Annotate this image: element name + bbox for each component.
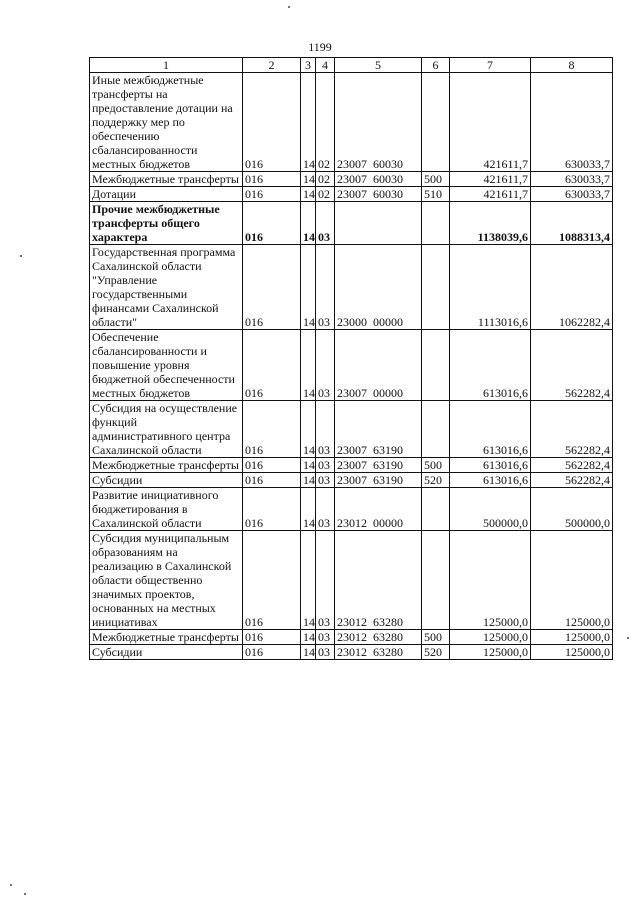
cell-subsection: 03 — [316, 645, 335, 660]
col-header-2: 2 — [243, 58, 301, 73]
cell-target: 23012 00000 — [335, 488, 422, 531]
cell-subsection: 03 — [316, 330, 335, 401]
cell-subsection: 02 — [316, 187, 335, 202]
table-row — [90, 458, 613, 473]
cell-y2021: 1062282,4 — [531, 245, 613, 330]
cell-subsection: 03 — [316, 245, 335, 330]
cell-kind — [422, 73, 450, 172]
cell-name: Субсидия муниципальным образованиям на реализацию в Сахалинской области общественно значимых проектов, основанных на местных инициативах — [90, 531, 243, 630]
cell-section: 14 — [301, 330, 316, 401]
cell-admin: 016 — [243, 172, 301, 187]
cell-name: Государственная программа Сахалинской области "Управление государственными финансами Сахалинской области" — [90, 245, 243, 330]
cell-y2021: 125000,0 — [531, 531, 613, 630]
cell-name: Субсидия на осуществление функций административного центра Сахалинской области — [90, 401, 243, 458]
cell-kind: 510 — [422, 187, 450, 202]
cell-y2020: 421611,7 — [450, 187, 531, 202]
cell-name: Иные межбюджетные трансферты на предоставление дотации на поддержку мер по обеспечению сбалансированности местных бюджетов — [90, 73, 243, 172]
cell-target: 23012 63280 — [335, 531, 422, 630]
cell-subsection: 03 — [316, 630, 335, 645]
cell-name: Прочие межбюджетные трансферты общего характера — [90, 202, 243, 245]
table-row — [90, 330, 613, 401]
cell-section: 14 — [301, 187, 316, 202]
cell-y2021: 630033,7 — [531, 187, 613, 202]
cell-y2021: 1088313,4 — [531, 202, 613, 245]
page-number: 1199 — [308, 40, 332, 54]
cell-y2021: 630033,7 — [531, 73, 613, 172]
cell-kind — [422, 531, 450, 630]
col-header-3: 3 — [301, 58, 316, 73]
cell-kind: 500 — [422, 458, 450, 473]
cell-y2021: 562282,4 — [531, 401, 613, 458]
table-row — [90, 645, 613, 660]
cell-subsection: 03 — [316, 488, 335, 531]
cell-section: 14 — [301, 73, 316, 172]
cell-y2021: 125000,0 — [531, 645, 613, 660]
cell-y2021: 562282,4 — [531, 458, 613, 473]
table-row — [90, 531, 613, 630]
cell-name: Субсидии — [90, 645, 243, 660]
scan-speck — [24, 893, 26, 895]
cell-target: 23012 63280 — [335, 645, 422, 660]
cell-y2020: 1113016,6 — [450, 245, 531, 330]
table-body — [90, 73, 613, 660]
cell-section: 14 — [301, 202, 316, 245]
cell-target: 23007 60030 — [335, 73, 422, 172]
cell-subsection: 02 — [316, 172, 335, 187]
cell-subsection: 03 — [316, 202, 335, 245]
cell-subsection: 02 — [316, 73, 335, 172]
scan-speck — [10, 884, 12, 886]
cell-y2021: 562282,4 — [531, 473, 613, 488]
budget-table — [89, 57, 613, 660]
cell-target: 23000 00000 — [335, 245, 422, 330]
cell-name: Обеспечение сбалансированности и повышение уровня бюджетной обеспеченности местных бюджетов — [90, 330, 243, 401]
table-row — [90, 488, 613, 531]
cell-target: 23007 60030 — [335, 172, 422, 187]
table-row — [90, 401, 613, 458]
cell-section: 14 — [301, 245, 316, 330]
cell-target: 23007 63190 — [335, 473, 422, 488]
cell-section: 14 — [301, 645, 316, 660]
cell-name: Субсидии — [90, 473, 243, 488]
cell-y2020: 125000,0 — [450, 645, 531, 660]
cell-y2020: 1138039,6 — [450, 202, 531, 245]
table-row — [90, 630, 613, 645]
col-header-5: 5 — [335, 58, 422, 73]
cell-y2020: 125000,0 — [450, 531, 531, 630]
cell-target: 23007 63190 — [335, 401, 422, 458]
cell-section: 14 — [301, 630, 316, 645]
col-header-6: 6 — [422, 58, 450, 73]
cell-y2021: 562282,4 — [531, 330, 613, 401]
cell-y2021: 125000,0 — [531, 630, 613, 645]
cell-admin: 016 — [243, 245, 301, 330]
header-row — [90, 58, 613, 73]
cell-y2020: 500000,0 — [450, 488, 531, 531]
cell-kind — [422, 245, 450, 330]
cell-name: Дотации — [90, 187, 243, 202]
col-header-8: 8 — [531, 58, 613, 73]
cell-y2020: 125000,0 — [450, 630, 531, 645]
cell-section: 14 — [301, 488, 316, 531]
cell-kind: 520 — [422, 645, 450, 660]
cell-section: 14 — [301, 531, 316, 630]
cell-admin: 016 — [243, 187, 301, 202]
cell-name: Межбюджетные трансферты — [90, 630, 243, 645]
cell-name: Межбюджетные трансферты — [90, 458, 243, 473]
cell-target: 23007 63190 — [335, 458, 422, 473]
cell-y2020: 421611,7 — [450, 73, 531, 172]
cell-admin: 016 — [243, 458, 301, 473]
table-row — [90, 187, 613, 202]
cell-admin: 016 — [243, 645, 301, 660]
cell-kind — [422, 202, 450, 245]
col-header-4: 4 — [316, 58, 335, 73]
table-row — [90, 245, 613, 330]
table-row — [90, 202, 613, 245]
cell-kind — [422, 488, 450, 531]
cell-admin: 016 — [243, 630, 301, 645]
cell-y2020: 613016,6 — [450, 401, 531, 458]
cell-kind — [422, 401, 450, 458]
cell-y2021: 630033,7 — [531, 172, 613, 187]
cell-y2020: 613016,6 — [450, 458, 531, 473]
scan-speck — [288, 6, 290, 8]
cell-admin: 016 — [243, 488, 301, 531]
cell-kind: 500 — [422, 630, 450, 645]
cell-admin: 016 — [243, 330, 301, 401]
cell-target: 23007 60030 — [335, 187, 422, 202]
cell-section: 14 — [301, 172, 316, 187]
cell-kind — [422, 330, 450, 401]
cell-y2021: 500000,0 — [531, 488, 613, 531]
cell-section: 14 — [301, 401, 316, 458]
cell-subsection: 03 — [316, 401, 335, 458]
scan-speck — [20, 255, 22, 257]
cell-y2020: 613016,6 — [450, 473, 531, 488]
cell-admin: 016 — [243, 531, 301, 630]
cell-admin: 016 — [243, 473, 301, 488]
cell-y2020: 613016,6 — [450, 330, 531, 401]
cell-target — [335, 202, 422, 245]
col-header-1: 1 — [90, 58, 243, 73]
cell-admin: 016 — [243, 202, 301, 245]
cell-subsection: 03 — [316, 531, 335, 630]
scan-speck — [627, 637, 629, 639]
table-row — [90, 73, 613, 172]
cell-kind: 520 — [422, 473, 450, 488]
col-header-7: 7 — [450, 58, 531, 73]
cell-target: 23012 63280 — [335, 630, 422, 645]
cell-section: 14 — [301, 458, 316, 473]
cell-section: 14 — [301, 473, 316, 488]
table-row — [90, 473, 613, 488]
cell-admin: 016 — [243, 401, 301, 458]
cell-kind: 500 — [422, 172, 450, 187]
cell-subsection: 03 — [316, 458, 335, 473]
cell-y2020: 421611,7 — [450, 172, 531, 187]
cell-admin: 016 — [243, 73, 301, 172]
table-row — [90, 172, 613, 187]
cell-name: Межбюджетные трансферты — [90, 172, 243, 187]
cell-subsection: 03 — [316, 473, 335, 488]
cell-target: 23007 00000 — [335, 330, 422, 401]
cell-name: Развитие инициативного бюджетирования в Сахалинской области — [90, 488, 243, 531]
